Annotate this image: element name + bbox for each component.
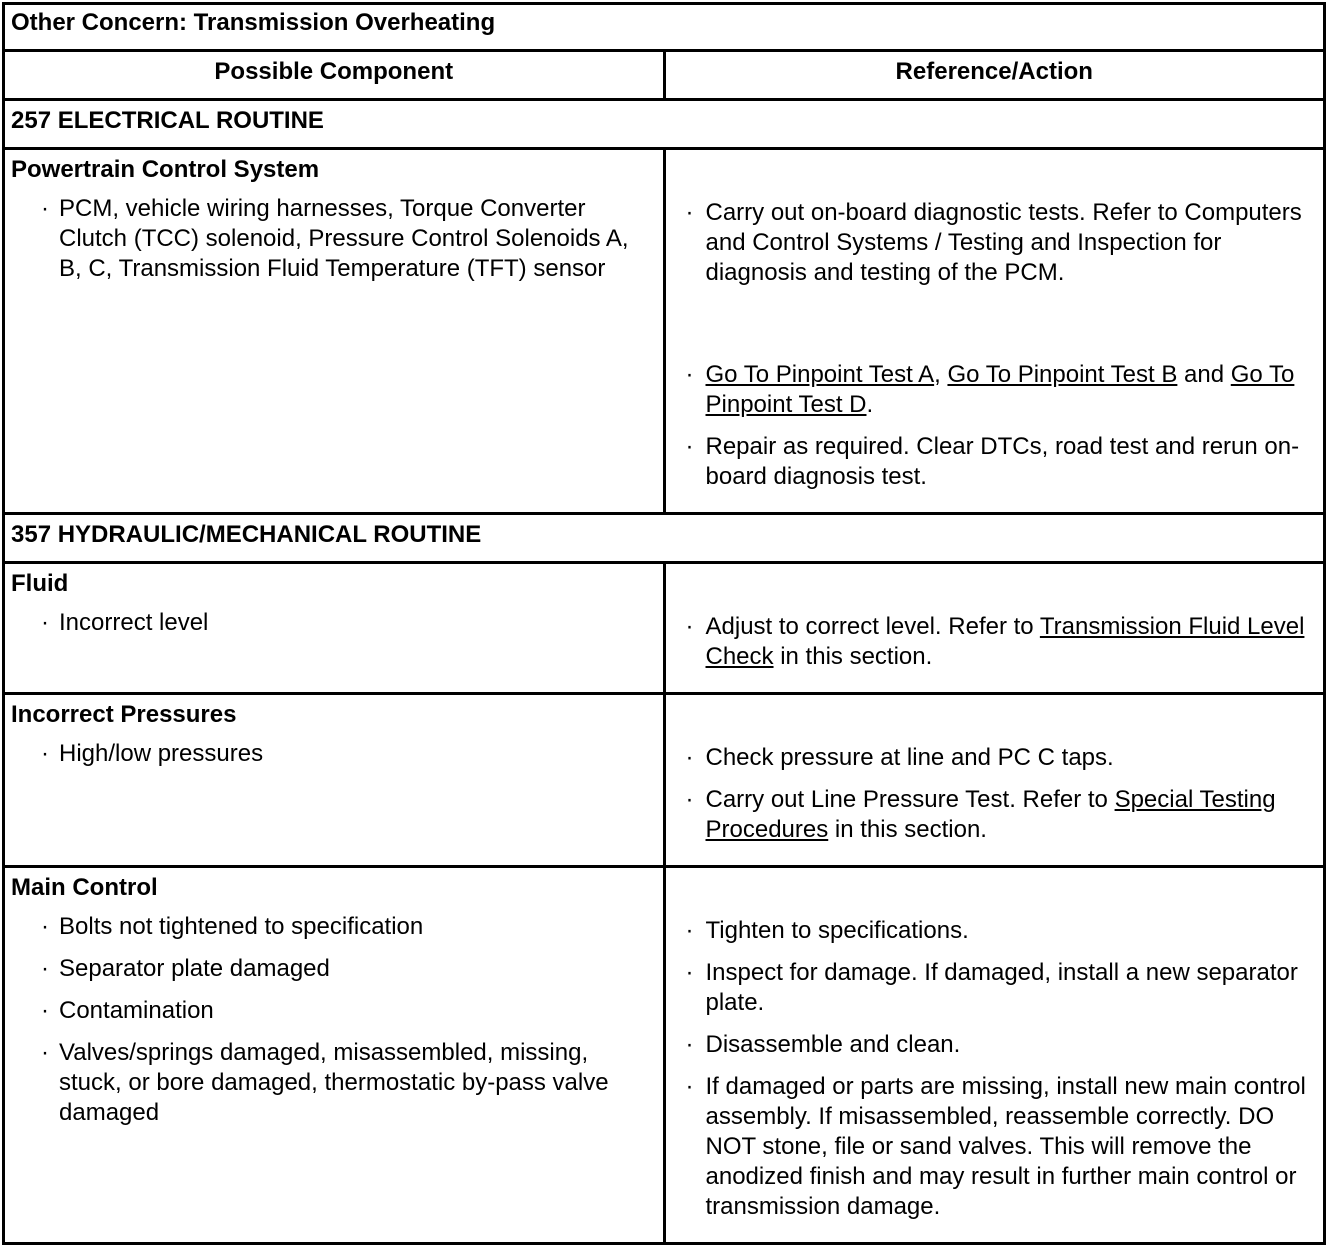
action-item: · Carry out Line Pressure Test. Refer to Special Testing Procedures in this section. [685, 786, 1276, 843]
component-title: Powertrain Control System [11, 156, 320, 183]
bullet-icon: · [685, 917, 694, 944]
link-fluid-level-check[interactable]: Transmission Fluid Level Check [705, 613, 1305, 670]
title-row [4, 4, 1325, 51]
link-pinpoint-test-d[interactable]: Go To Pinpoint Test D [705, 361, 1295, 418]
action-cell [664, 563, 1325, 694]
bullet-icon: · [685, 1073, 694, 1100]
action-cell [664, 149, 1325, 514]
component-cell [4, 149, 665, 514]
bullet-icon: · [685, 786, 694, 813]
bullet-icon: · [41, 740, 49, 767]
action-item: · Inspect for damage. If damaged, install a new separator plate. [685, 959, 1298, 1016]
diagnostic-table [2, 2, 1326, 1245]
bullet-icon: · [41, 195, 49, 222]
link-special-testing-procedures[interactable]: Special Testing Procedures [705, 786, 1276, 843]
component-item: · High/low pressures [41, 740, 264, 767]
bullet-icon: · [41, 913, 49, 940]
table-row [4, 694, 1325, 867]
action-item: · Carry out on-board diagnostic tests. Refer to Computers and Control Systems / Testing and Inspection for diagnosis and testing of the PCM. [685, 199, 1302, 286]
header-component: Possible Component [4, 51, 665, 100]
action-item: · Disassemble and clean. [685, 1031, 961, 1058]
bullet-icon: · [685, 199, 694, 226]
component-item: · Valves/springs damaged, misassembled, missing, stuck, or bore damaged, thermostatic by-pass valve damaged [41, 1039, 609, 1126]
component-item: · Separator plate damaged [41, 955, 330, 982]
component-item: · Incorrect level [41, 609, 209, 636]
component-item: · Bolts not tightened to specification [41, 913, 424, 940]
action-item: · Tighten to specifications. [685, 917, 969, 944]
bullet-icon: · [685, 1031, 694, 1058]
bullet-icon: · [685, 744, 694, 771]
component-title: Main Control [11, 874, 158, 901]
header-action: Reference/Action [664, 51, 1325, 100]
link-pinpoint-test-a[interactable]: Go To Pinpoint Test A [705, 361, 935, 388]
bullet-icon: · [41, 609, 49, 636]
action-item: · Go To Pinpoint Test A, Go To Pinpoint Test B and Go To Pinpoint Test D. [685, 361, 1295, 418]
action-item: · Repair as required. Clear DTCs, road test and rerun on-board diagnosis test. [685, 433, 1300, 490]
table-row [4, 149, 1325, 514]
bullet-icon: · [41, 955, 49, 982]
bullet-icon: · [41, 1039, 49, 1066]
component-cell [4, 867, 665, 1244]
action-item: · Adjust to correct level. Refer to Transmission Fluid Level Check in this section. [685, 613, 1305, 670]
component-item: · PCM, vehicle wiring harnesses, Torque Converter Clutch (TCC) solenoid, Pressure Control Solenoids A, B, C, Transmission Fluid Temperature (TFT) sensor [41, 195, 629, 282]
component-item: · Contamination [41, 997, 214, 1024]
header-row [4, 51, 1325, 100]
electrical-routine-heading: 257 ELECTRICAL ROUTINE [4, 100, 1325, 149]
bullet-icon: · [685, 613, 694, 640]
bullet-icon: · [685, 361, 694, 388]
action-cell [664, 867, 1325, 1244]
link-pinpoint-test-b[interactable]: Go To Pinpoint Test B [947, 361, 1178, 388]
table-row [4, 867, 1325, 1244]
action-item: · If damaged or parts are missing, install new main control assembly. If misassembled, reassemble correctly. DO NOT stone, file or sand valves. This will remove the anodized finish and may result in further main control or transmission damage. [685, 1073, 1306, 1220]
action-cell [664, 694, 1325, 867]
routine-row [4, 100, 1325, 149]
bullet-icon: · [685, 959, 694, 986]
table-row [4, 563, 1325, 694]
component-title: Incorrect Pressures [11, 701, 237, 728]
bullet-icon: · [41, 997, 49, 1024]
routine-row [4, 514, 1325, 563]
bullet-icon: · [685, 433, 694, 460]
table-title: Other Concern: Transmission Overheating [4, 4, 1325, 51]
component-cell [4, 563, 665, 694]
component-title: Fluid [11, 570, 69, 597]
action-item: · Check pressure at line and PC C taps. [685, 744, 1114, 771]
hydraulic-routine-heading: 357 HYDRAULIC/MECHANICAL ROUTINE [4, 514, 1325, 563]
component-cell [4, 694, 665, 867]
